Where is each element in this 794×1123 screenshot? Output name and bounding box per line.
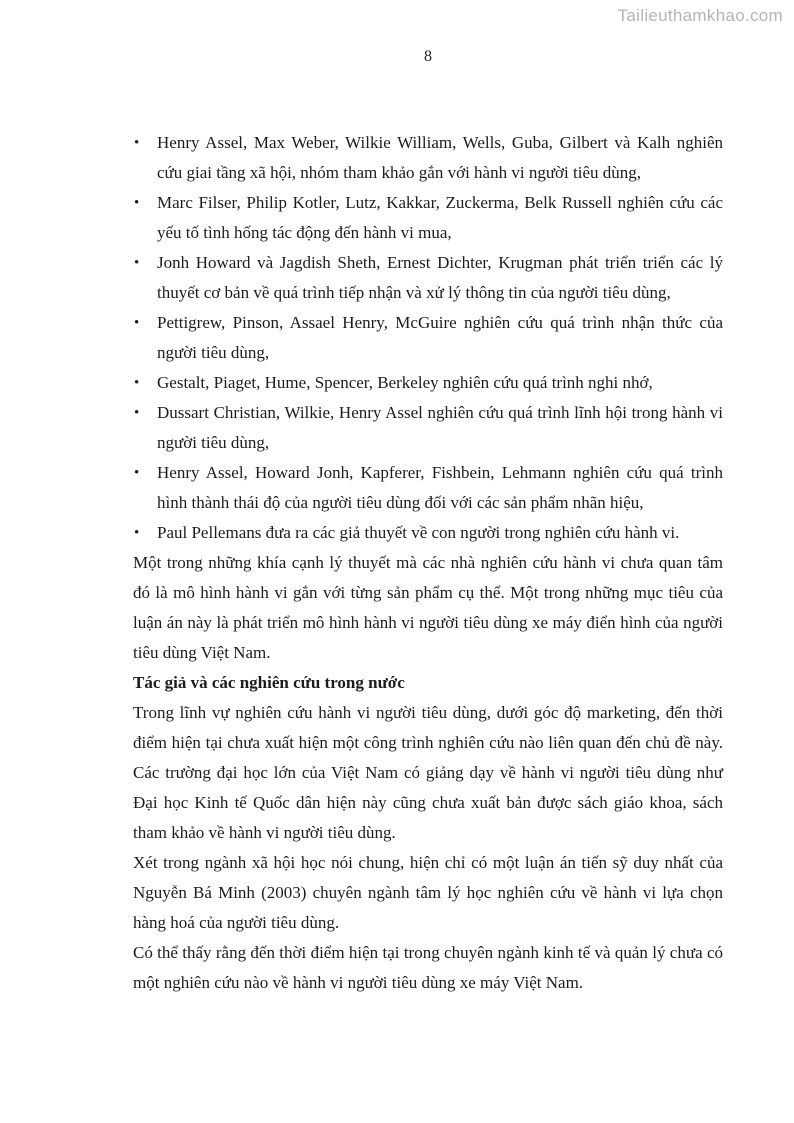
- section-heading-domestic-authors: Tác giả và các nghiên cứu trong nước: [133, 673, 405, 692]
- paragraph-sociology-thesis: Xét trong ngành xã hội học nói chung, hiện chỉ có một luận án tiến sỹ duy nhất của Nguyễn Bá Minh (2003) chuyên ngành tâm lý học nghiên cứu về hành vi lựa chọn hàng hoá của người tiêu dùng.: [133, 853, 723, 932]
- list-item: [133, 248, 723, 308]
- bullet-icon: •: [134, 315, 140, 331]
- list-item-text: Jonh Howard và Jagdish Sheth, Ernest Dichter, Krugman phát triển triển các lý thuyết cơ bản về quá trình tiếp nhận và xử lý thông tin của người tiêu dùng,: [157, 253, 723, 302]
- list-item: [133, 518, 723, 548]
- list-item-text: Gestalt, Piaget, Hume, Spencer, Berkeley nghiên cứu quá trình nghi nhớ,: [157, 373, 653, 392]
- paragraph-conclusion: Có thể thấy rằng đến thời điểm hiện tại trong chuyên ngành kinh tế và quản lý chưa có một nghiên cứu nào về hành vi người tiêu dùng xe máy Việt Nam.: [133, 943, 723, 992]
- list-item-text: Paul Pellemans đưa ra các giả thuyết về con người trong nghiên cứu hành vi.: [157, 523, 680, 542]
- list-item: [133, 398, 723, 458]
- bullet-icon: •: [134, 525, 140, 541]
- watermark-text: Tailieuthamkhao.com: [617, 6, 783, 25]
- paragraph-marketing-field: Trong lĩnh vự nghiên cứu hành vi người tiêu dùng, dưới góc độ marketing, đến thời điểm hiện tại chưa xuất hiện một công trình nghiên cứu nào liên quan đến chủ đề này. Các trường đại học lớn của Việt Nam có giảng dạy về hành vi người tiêu dùng như Đại học Kinh tế Quốc dân hiện này cũng chưa xuất bản được sách giáo khoa, sách tham khảo về hành vi người tiêu dùng.: [133, 703, 723, 842]
- author-bullet-list: [133, 128, 723, 548]
- list-item: [133, 458, 723, 518]
- list-item-text: Henry Assel, Howard Jonh, Kapferer, Fishbein, Lehmann nghiên cứu quá trình hình thành thái độ của người tiêu dùng đối với các sản phẩm nhãn hiệu,: [157, 463, 723, 512]
- list-item-text: Dussart Christian, Wilkie, Henry Assel nghiên cứu quá trình lĩnh hội trong hành vi người tiêu dùng,: [157, 403, 723, 452]
- bullet-icon: •: [134, 375, 140, 391]
- paragraph-research-gap: Một trong những khía cạnh lý thuyết mà các nhà nghiên cứu hành vi chưa quan tâm đó là mô hình hành vi gắn với từng sản phẩm cụ thể. Một trong những mục tiêu của luận án này là phát triển mô hình hành vi người tiêu dùng xe máy điển hình của người tiêu dùng Việt Nam.: [133, 553, 723, 662]
- bullet-icon: •: [134, 195, 140, 211]
- bullet-icon: •: [134, 405, 140, 421]
- page-content: [133, 128, 723, 998]
- list-item: [133, 308, 723, 368]
- bullet-icon: •: [134, 255, 140, 271]
- page-number: 8: [424, 48, 432, 65]
- list-item-text: Pettigrew, Pinson, Assael Henry, McGuire nghiên cứu quá trình nhận thức của người tiêu dùng,: [157, 313, 723, 362]
- list-item: [133, 188, 723, 248]
- list-item-text: Henry Assel, Max Weber, Wilkie William, Wells, Guba, Gilbert và Kalh nghiên cứu giai tầng xã hội, nhóm tham khảo gắn với hành vi người tiêu dùng,: [157, 133, 723, 182]
- bullet-icon: •: [134, 135, 140, 151]
- list-item: [133, 368, 723, 398]
- list-item-text: Marc Filser, Philip Kotler, Lutz, Kakkar, Zuckerma, Belk Russell nghiên cứu các yếu tố tình hống tác động đến hành vi mua,: [157, 193, 723, 242]
- bullet-icon: •: [134, 465, 140, 481]
- list-item: [133, 128, 723, 188]
